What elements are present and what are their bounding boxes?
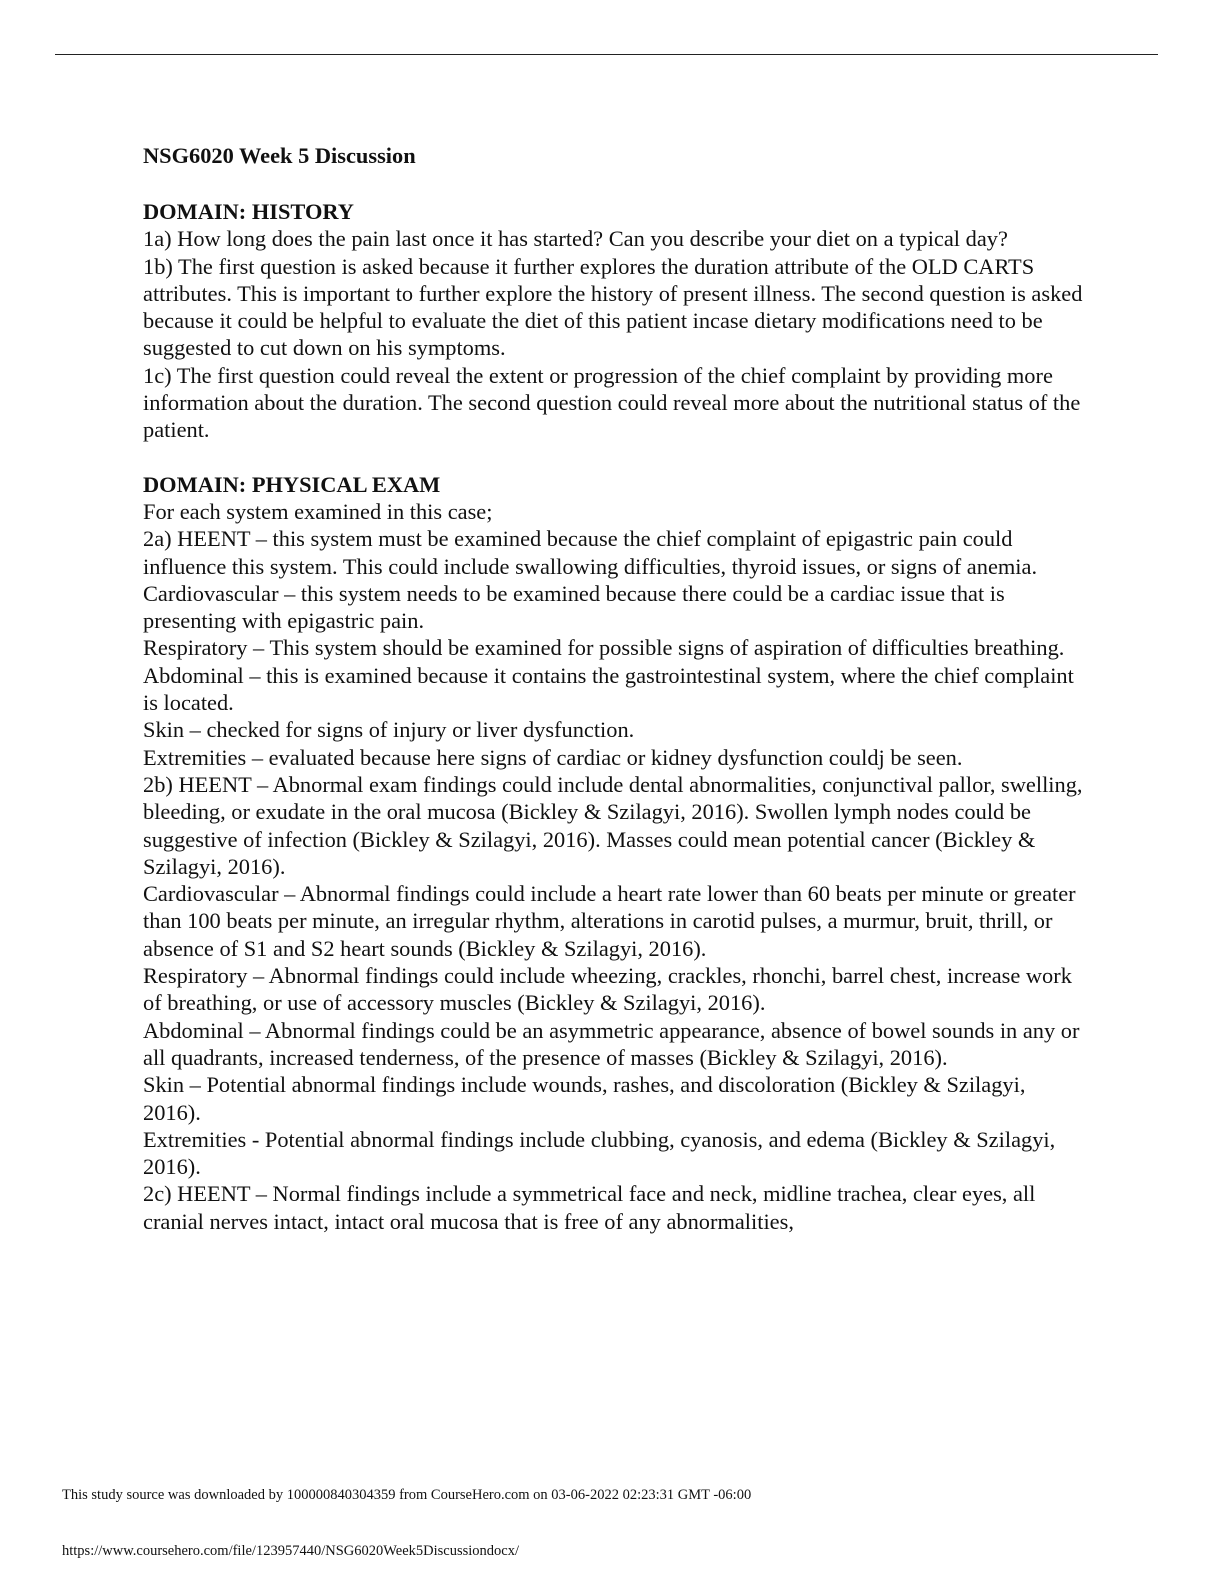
- paragraph-2a-abdominal: Abdominal – this is examined because it contains the gastrointestinal system, where the chief complaint is located.: [143, 662, 1074, 716]
- paragraph-2a-respiratory: Respiratory – This system should be examined for possible signs of aspiration of difficulties breathing.: [143, 635, 1065, 661]
- section-history: [143, 198, 1083, 444]
- section-heading: DOMAIN: PHYSICAL EXAM: [143, 471, 441, 497]
- paragraph-2b-cardiovascular: Cardiovascular – Abnormal findings could include a heart rate lower than 60 beats per minute or greater than 100 beats per minute, an irregular rhythm, alterations in carotid pulses, a murmur, bruit, thrill, or absence of S1 and S2 heart sounds (Bickley & Szilagyi, 2016).: [143, 881, 1076, 961]
- paragraph-2b-heent: 2b) HEENT – Abnormal exam findings could include dental abnormalities, conjunctival pallor, swelling, bleeding, or exudate in the oral mucosa (Bickley & Szilagyi, 2016). Swollen lymph nodes could be suggestive of infection (Bickley & Szilagyi, 2016). Masses could mean potential cancer (Bickley & Szilagyi, 2016).: [143, 771, 1083, 879]
- top-divider: [55, 54, 1158, 55]
- paragraph-2b-abdominal: Abdominal – Abnormal findings could be an asymmetric appearance, absence of bowel sounds in any or all quadrants, increased tenderness, of the presence of masses (Bickley & Szilagyi, 2016).: [143, 1017, 1080, 1070]
- document-body: [143, 141, 1083, 1262]
- paragraph-2b-extremities: Extremities - Potential abnormal findings include clubbing, cyanosis, and edema (Bickley & Szilagyi, 2016).: [143, 1126, 1056, 1180]
- paragraph-2b-skin: Skin – Potential abnormal findings include wounds, rashes, and discoloration (Bickley & Szilagyi, 2016).: [143, 1072, 1026, 1125]
- paragraph-1a: 1a) How long does the pain last once it has started? Can you describe your diet on a typical day?: [143, 226, 1008, 252]
- document-title: NSG6020 Week 5 Discussion: [143, 143, 416, 168]
- paragraph-intro: For each system examined in this case;: [143, 498, 493, 524]
- paragraph-2a-cardiovascular: Cardiovascular – this system needs to be examined because there could be a cardiac issue that is presenting with epigastric pain.: [143, 580, 1005, 634]
- paragraph-1b: 1b) The first question is asked because it further explores the duration attribute of the OLD CARTS attributes. This is important to further explore the history of present illness. The second question is asked because it could be helpful to evaluate the diet of this patient incase dietary modifications need to be suggested to cut down on his symptoms.: [143, 253, 1083, 361]
- paragraph-2a-skin: Skin – checked for signs of injury or liver dysfunction.: [143, 717, 635, 743]
- section-physical-exam: [143, 471, 1083, 1235]
- paragraph-2b-respiratory: Respiratory – Abnormal findings could include wheezing, crackles, rhonchi, barrel chest, increase work of breathing, or use of accessory muscles (Bickley & Szilagyi, 2016).: [143, 963, 1072, 1016]
- paragraph-1c: 1c) The first question could reveal the extent or progression of the chief complaint by providing more information about the duration. The second question could reveal more about the nutritional status of the patient.: [143, 362, 1081, 443]
- paragraph-2a-extremities: Extremities – evaluated because here signs of cardiac or kidney dysfunction couldj be seen.: [143, 744, 963, 770]
- source-url[interactable]: https://www.coursehero.com/file/123957440/NSG6020Week5Discussiondocx/: [62, 1543, 519, 1559]
- paragraph-2a-heent: 2a) HEENT – this system must be examined because the chief complaint of epigastric pain could influence this system. This could include swallowing difficulties, thyroid issues, or signs of anemia.: [143, 526, 1038, 579]
- paragraph-2c-heent: 2c) HEENT – Normal findings include a symmetrical face and neck, midline trachea, clear eyes, all cranial nerves intact, intact oral mucosa that is free of any abnormalities,: [143, 1181, 1036, 1234]
- download-notice: This study source was downloaded by 100000840304359 from CourseHero.com on 03-06-2022 02:23:31 GMT -06:00: [62, 1487, 752, 1503]
- section-heading: DOMAIN: HISTORY: [143, 199, 354, 224]
